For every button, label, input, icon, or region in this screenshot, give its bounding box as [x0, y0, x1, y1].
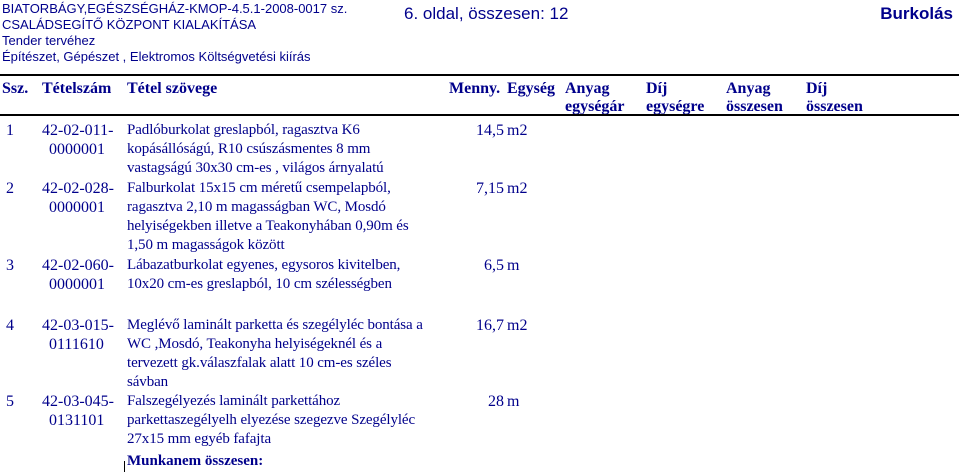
item-code-line: 42-03-045-: [42, 393, 114, 410]
item-code-line: 0111610: [49, 336, 104, 353]
item-description-line: 1,50 m magasságok között: [127, 237, 285, 253]
item-code: [42, 316, 114, 354]
col-menny: Menny.: [449, 80, 501, 97]
page-info: 6. oldal, összesen: 12: [404, 4, 569, 23]
col-szoveg: Tétel szövege: [127, 80, 218, 97]
item-code: [42, 392, 114, 430]
item-code-line: 42-02-011-: [42, 122, 114, 139]
item-unit: m2: [507, 317, 528, 334]
item-description-line: 27x15 mm egyéb fafajta: [127, 431, 271, 447]
item-unit: m: [507, 393, 520, 410]
item-description: [127, 179, 409, 255]
item-description-line: Padlóburkolat greslapból, ragasztva K6: [127, 122, 360, 138]
disciplines-label: Építészet, Gépészet , Elektromos Költségvetési kiírás: [2, 49, 311, 64]
item-description-line: Meglévő laminált parketta és szegélyléc bontása a: [127, 317, 423, 333]
item-unit: m: [507, 257, 520, 274]
item-quantity: 14,5: [476, 122, 504, 139]
item-quantity: 6,5: [484, 257, 504, 274]
col-dij-egysegre-line2: egységre: [646, 98, 705, 115]
item-ssz: 1: [6, 122, 14, 139]
col-tetelszam: Tételszám: [42, 80, 112, 97]
item-description-line: parkettaszegélyelh elyezése szegezve Szegélyléc: [127, 412, 416, 428]
item-description-line: ragasztva 2,10 m magasságban WC, Mosdó: [127, 199, 386, 215]
col-anyag-osszesen: [726, 80, 783, 116]
col-anyag-egysegar-line1: Anyag: [565, 80, 610, 97]
item-code: [42, 256, 114, 294]
item-unit: m2: [507, 180, 528, 197]
item-ssz: 3: [6, 257, 14, 274]
category-title: Burkolás: [880, 4, 953, 23]
item-description-line: Falszegélyezés laminált parkettához: [127, 393, 341, 409]
footer-divider: [124, 461, 125, 472]
item-code-line: 42-02-060-: [42, 257, 114, 274]
item-code-line: 42-02-028-: [42, 180, 114, 197]
item-description-line: WC ,Mosdó, Teakonyha helyiségeknél és a: [127, 336, 383, 352]
item-description-line: 10x20 cm-es greslapból, 10 cm szélességben: [127, 276, 392, 292]
item-description-line: tervezett gk.válaszfalak alatt 10 cm-es széles: [127, 355, 392, 371]
item-code-line: 0000001: [49, 276, 105, 293]
item-description-line: helyiségekben illetve a Teakonyhában 0,90m és: [127, 218, 409, 234]
tender-label: Tender tervéhez: [2, 33, 96, 48]
item-description-line: Falburkolat 15x15 cm méretű csempelapból,: [127, 180, 391, 196]
header-rule-top: [0, 74, 959, 76]
item-code: [42, 179, 114, 217]
project-subtitle: CSALÁDSEGÍTŐ KÖZPONT KIALAKÍTÁSA: [2, 17, 257, 32]
item-code-line: 0000001: [49, 141, 105, 158]
item-code: [42, 121, 113, 159]
item-unit: m2: [507, 122, 528, 139]
item-ssz: 5: [6, 393, 14, 410]
item-code-line: 0131101: [49, 412, 105, 429]
item-description-line: kopásállóságú, R10 csúszásmentes 8 mm: [127, 141, 371, 157]
project-title: BIATORBÁGY,EGÉSZSÉGHÁZ-KMOP-4.5.1-2008-0017 sz.: [2, 1, 348, 16]
col-dij-osszesen: [806, 80, 863, 116]
item-description: [127, 121, 384, 178]
header-rule-bottom: [0, 114, 959, 116]
item-description: [127, 256, 400, 294]
item-ssz: 2: [6, 180, 14, 197]
item-code-line: 42-03-015-: [42, 317, 114, 334]
item-description-line: sávban: [127, 374, 169, 390]
item-quantity: 28: [488, 393, 504, 410]
item-description: [127, 316, 423, 392]
col-ssz: Ssz.: [2, 80, 29, 97]
col-dij-osszesen-line2: összesen: [806, 98, 863, 115]
col-anyag-egysegar-line2: egységár: [565, 98, 625, 115]
item-quantity: 7,15: [476, 180, 504, 197]
item-code-line: 0000001: [49, 199, 105, 216]
col-dij-egysegre-line1: Díj: [646, 80, 668, 97]
section-total-label: Munkanem összesen:: [127, 453, 264, 469]
item-description: [127, 392, 415, 449]
col-anyag-osszesen-line2: összesen: [726, 98, 783, 115]
item-description-line: Lábazatburkolat egyenes, egysoros kivitelben,: [127, 257, 401, 273]
item-ssz: 4: [6, 317, 14, 334]
item-description-line: vastagságú 30x30 cm-es , világos árnyalatú: [127, 160, 384, 176]
col-anyag-egysegar: [565, 80, 625, 116]
col-dij-osszesen-line1: Díj: [806, 80, 828, 97]
col-egyseg: Egység: [507, 80, 555, 97]
item-quantity: 16,7: [476, 317, 504, 334]
col-dij-egysegre: [646, 80, 704, 116]
col-anyag-osszesen-line1: Anyag: [726, 80, 771, 97]
